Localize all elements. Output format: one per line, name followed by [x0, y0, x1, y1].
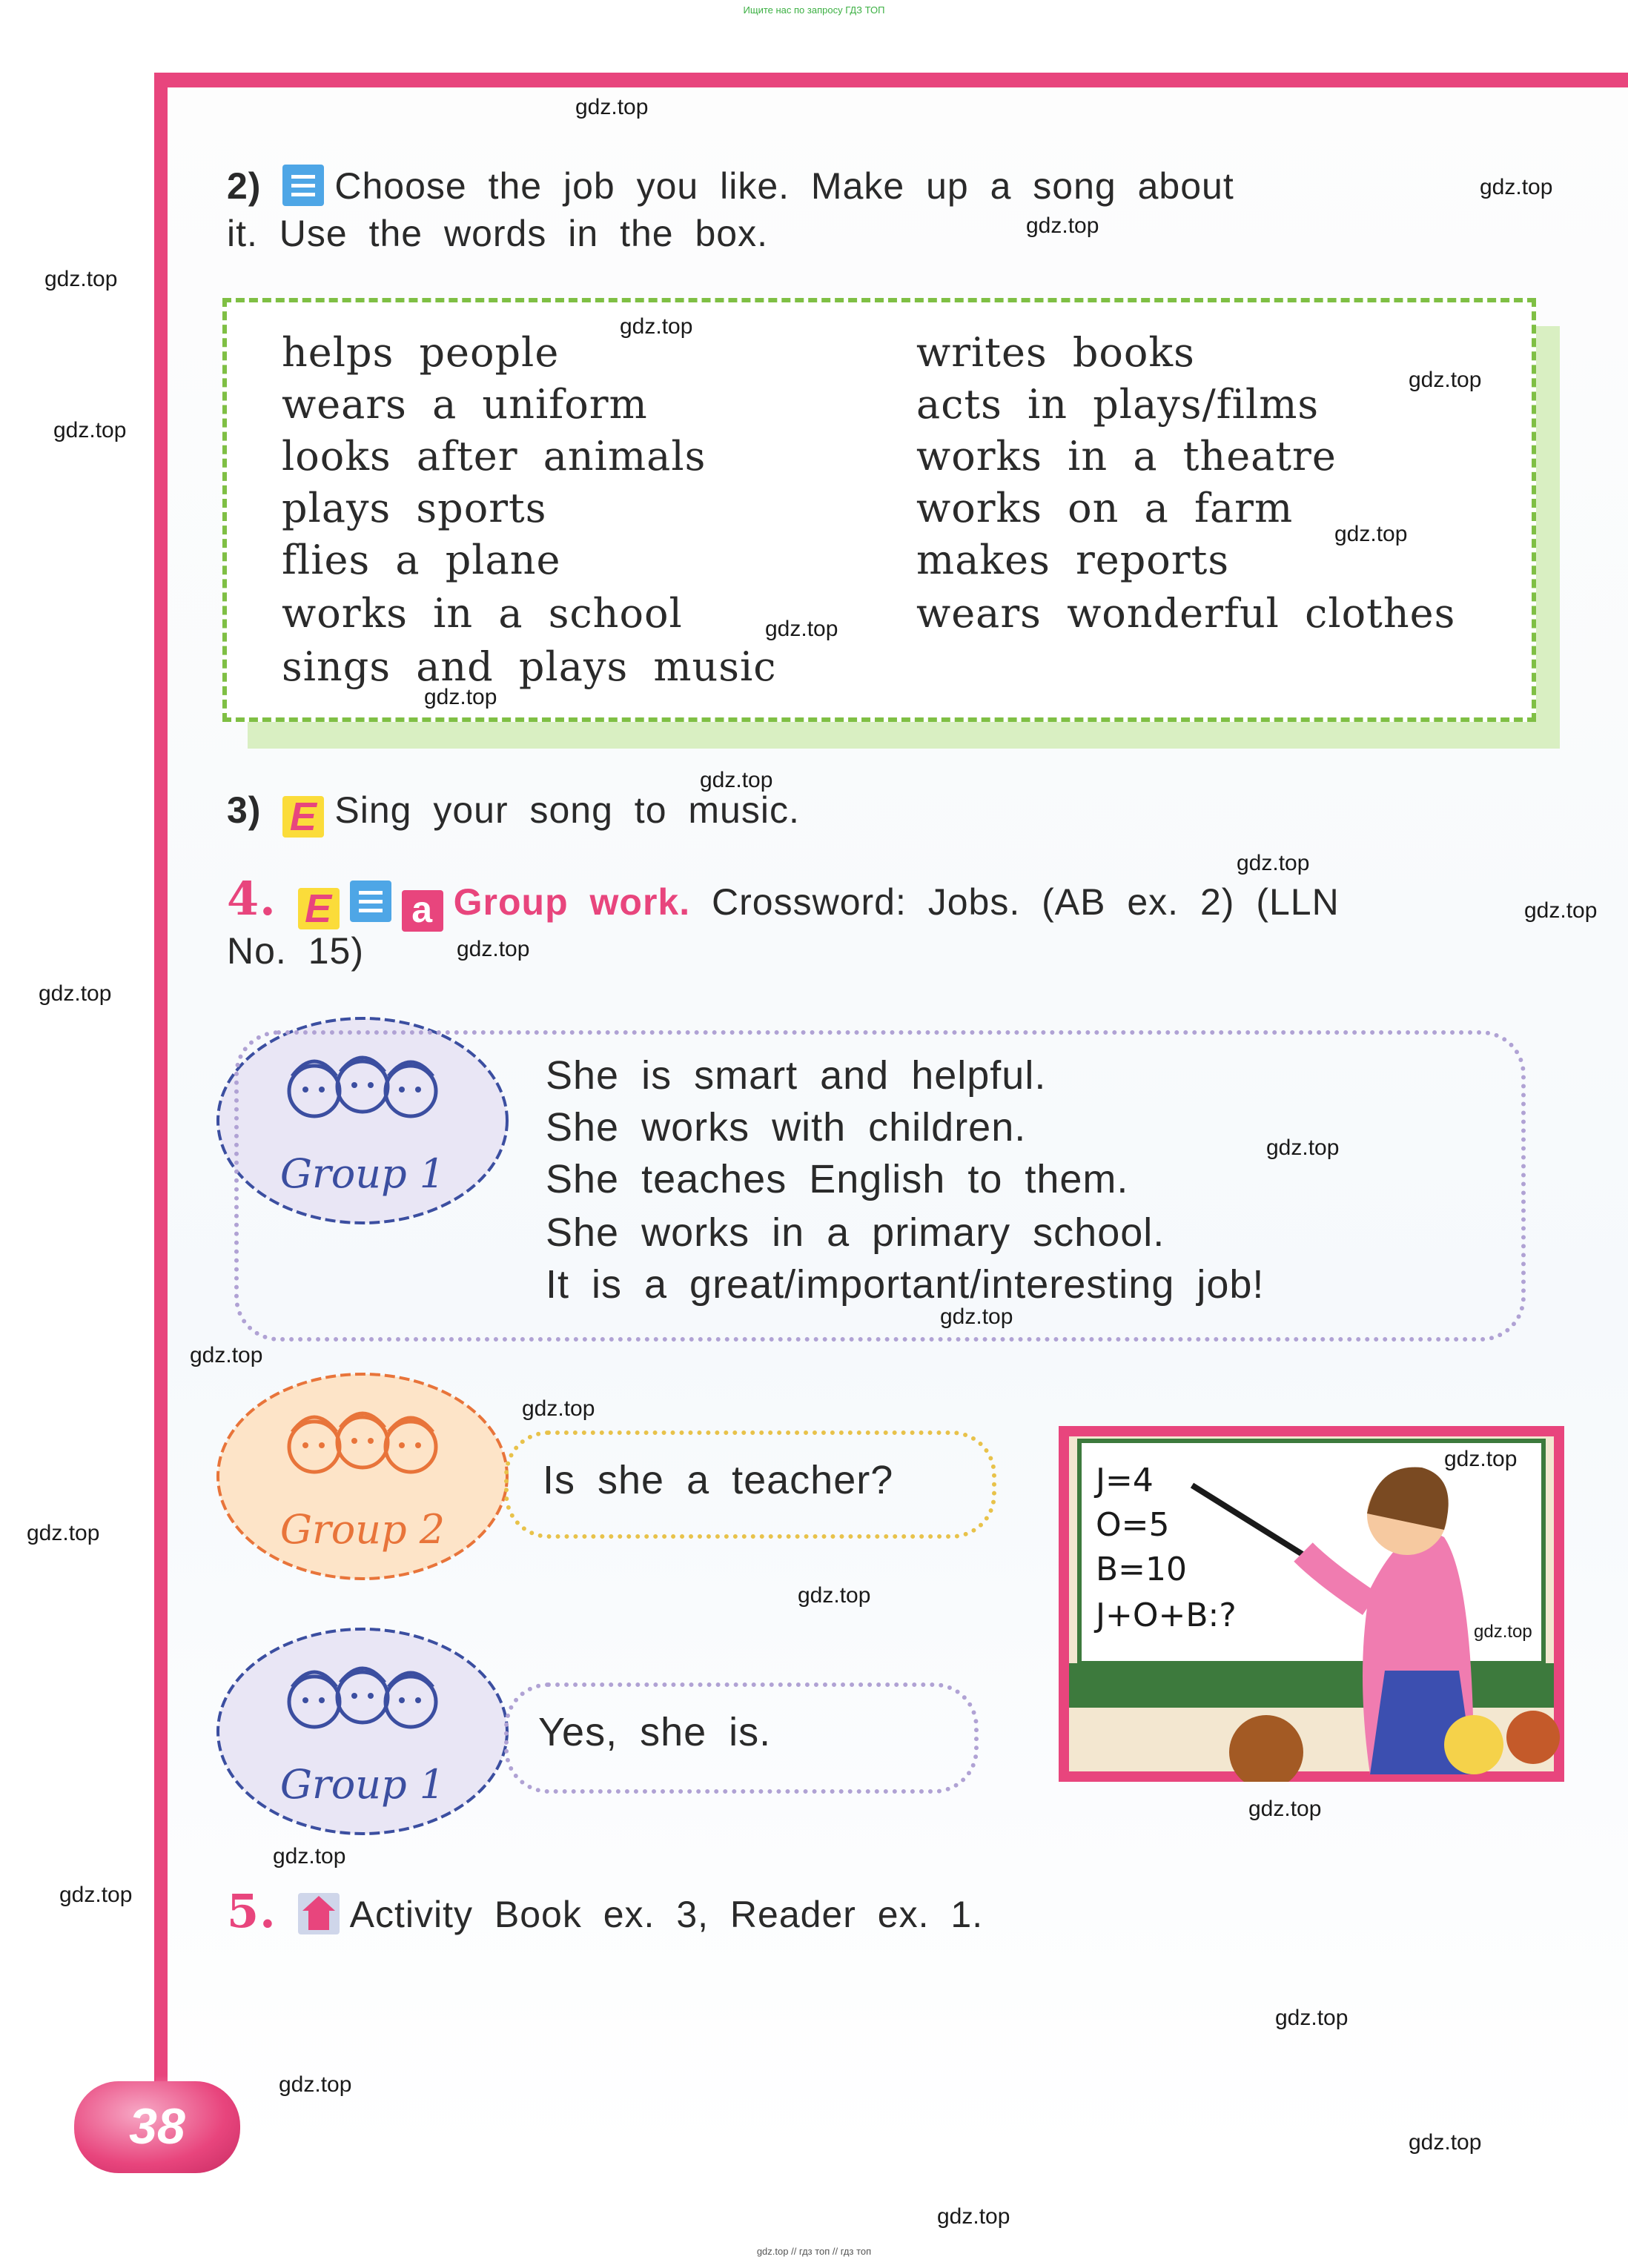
- top-note: Ищите нас по запросу ГДЗ ТОП: [743, 4, 885, 16]
- box-right-4: works on a farm: [916, 485, 1294, 531]
- task4-text1: Crossword: Jobs. (AB ex. 2) (LLN: [712, 881, 1340, 923]
- board-line3: B=10: [1096, 1551, 1188, 1588]
- task5-text: Activity Book ex. 3, Reader ex. 1.: [349, 1894, 984, 1935]
- task5-line: [227, 1884, 983, 1938]
- watermark: gdz.top: [27, 1521, 100, 1545]
- watermark: gdz.top: [1248, 1797, 1322, 1821]
- group1b-badge: [211, 1620, 514, 1843]
- watermark: gdz.top: [1444, 1447, 1518, 1471]
- group2-badge: [211, 1365, 514, 1588]
- speech3-text: Yes, she is.: [538, 1710, 772, 1754]
- task2-number: 2): [227, 165, 262, 207]
- task4-line2: No. 15): [227, 930, 364, 972]
- box-left-4: plays sports: [282, 485, 547, 531]
- watermark: gdz.top: [1275, 2006, 1349, 2030]
- group1-label: Group 1: [279, 1150, 446, 1197]
- watermark: gdz.top: [522, 1396, 595, 1421]
- watermark: gdz.top: [798, 1583, 871, 1608]
- watermark: gdz.top: [39, 981, 112, 1006]
- task3-number: 3): [227, 789, 262, 831]
- task4-line1: [227, 872, 1340, 932]
- watermark: gdz.top: [1524, 898, 1598, 923]
- watermark: gdz.top: [1409, 2130, 1482, 2155]
- frame-left-bar: [154, 73, 168, 2148]
- task3-line: [227, 789, 800, 838]
- e-letter-icon: E: [298, 888, 340, 929]
- box-right-6: wears wonderful clothes: [916, 590, 1456, 637]
- list-icon: [350, 881, 391, 922]
- watermark: gdz.top: [765, 617, 838, 641]
- teacher-picture: [1059, 1426, 1564, 1782]
- bottom-note: gdz.top // гдз топ // гдз топ: [756, 2246, 872, 2257]
- watermark: gdz.top: [190, 1343, 263, 1367]
- watermark: gdz.top: [620, 314, 693, 339]
- box-left-3: looks after animals: [282, 433, 707, 480]
- watermark: gdz.top: [53, 418, 127, 442]
- box-left-5: flies a plane: [282, 537, 561, 583]
- box-left-2: wears a uniform: [282, 381, 648, 428]
- task4-number: 4.: [227, 872, 277, 926]
- watermark: gdz.top: [1334, 522, 1408, 546]
- page-number: 38: [129, 2098, 185, 2155]
- speech1-line5: It is a great/important/interesting job!: [546, 1262, 1265, 1307]
- watermark: gdz.top: [937, 2204, 1010, 2229]
- task4-title: Group work.: [453, 881, 691, 923]
- task5-number: 5.: [227, 1884, 277, 1938]
- box-left-1: helps people: [282, 329, 560, 376]
- page-number-badge: [74, 2081, 240, 2173]
- frame-top-bar: [154, 73, 1628, 87]
- watermark: gdz.top: [457, 937, 530, 961]
- box-right-3: works in a theatre: [916, 433, 1337, 480]
- watermark: gdz.top: [940, 1304, 1013, 1329]
- speech1-line4: She works in a primary school.: [546, 1210, 1165, 1255]
- watermark: gdz.top: [424, 685, 497, 709]
- watermark: gdz.top: [44, 267, 118, 291]
- list-icon: [282, 165, 324, 206]
- watermark: gdz.top: [700, 768, 773, 792]
- task2-line1: [227, 165, 1234, 208]
- watermark: gdz.top: [1474, 1622, 1532, 1642]
- task2-text1: Choose the job you like. Make up a song about: [334, 165, 1234, 207]
- box-left-6: works in a school: [282, 590, 683, 637]
- watermark: gdz.top: [1026, 213, 1099, 238]
- speech1-line3: She teaches English to them.: [546, 1157, 1129, 1201]
- watermark: gdz.top: [279, 2072, 352, 2097]
- watermark: gdz.top: [1480, 175, 1553, 199]
- task3-text: Sing your song to music.: [334, 789, 800, 831]
- box-left-7: sings and plays music: [282, 643, 777, 690]
- home-icon: [298, 1893, 340, 1934]
- watermark: gdz.top: [1237, 851, 1310, 875]
- group1b-label: Group 1: [279, 1761, 446, 1808]
- board-line1: J=4: [1096, 1462, 1154, 1499]
- group2-label: Group 2: [279, 1506, 446, 1553]
- watermark: gdz.top: [575, 95, 649, 119]
- speech1-line2: She works with children.: [546, 1105, 1027, 1150]
- sing-e-icon: E: [282, 796, 324, 838]
- board-line2: O=5: [1096, 1506, 1170, 1544]
- board-line4: J+O+B:?: [1096, 1596, 1237, 1634]
- speech2-text: Is she a teacher?: [543, 1458, 894, 1502]
- box-right-2: acts in plays/films: [916, 381, 1320, 428]
- a-letter-icon: a: [402, 890, 443, 932]
- watermark: gdz.top: [1266, 1135, 1340, 1160]
- watermark: gdz.top: [273, 1844, 346, 1869]
- watermark: gdz.top: [1409, 368, 1482, 392]
- speech1-line1: She is smart and helpful.: [546, 1053, 1047, 1098]
- box-right-1: writes books: [916, 329, 1195, 376]
- task2-line2: it. Use the words in the box.: [227, 213, 768, 254]
- watermark: gdz.top: [59, 1883, 133, 1907]
- box-right-5: makes reports: [916, 537, 1230, 583]
